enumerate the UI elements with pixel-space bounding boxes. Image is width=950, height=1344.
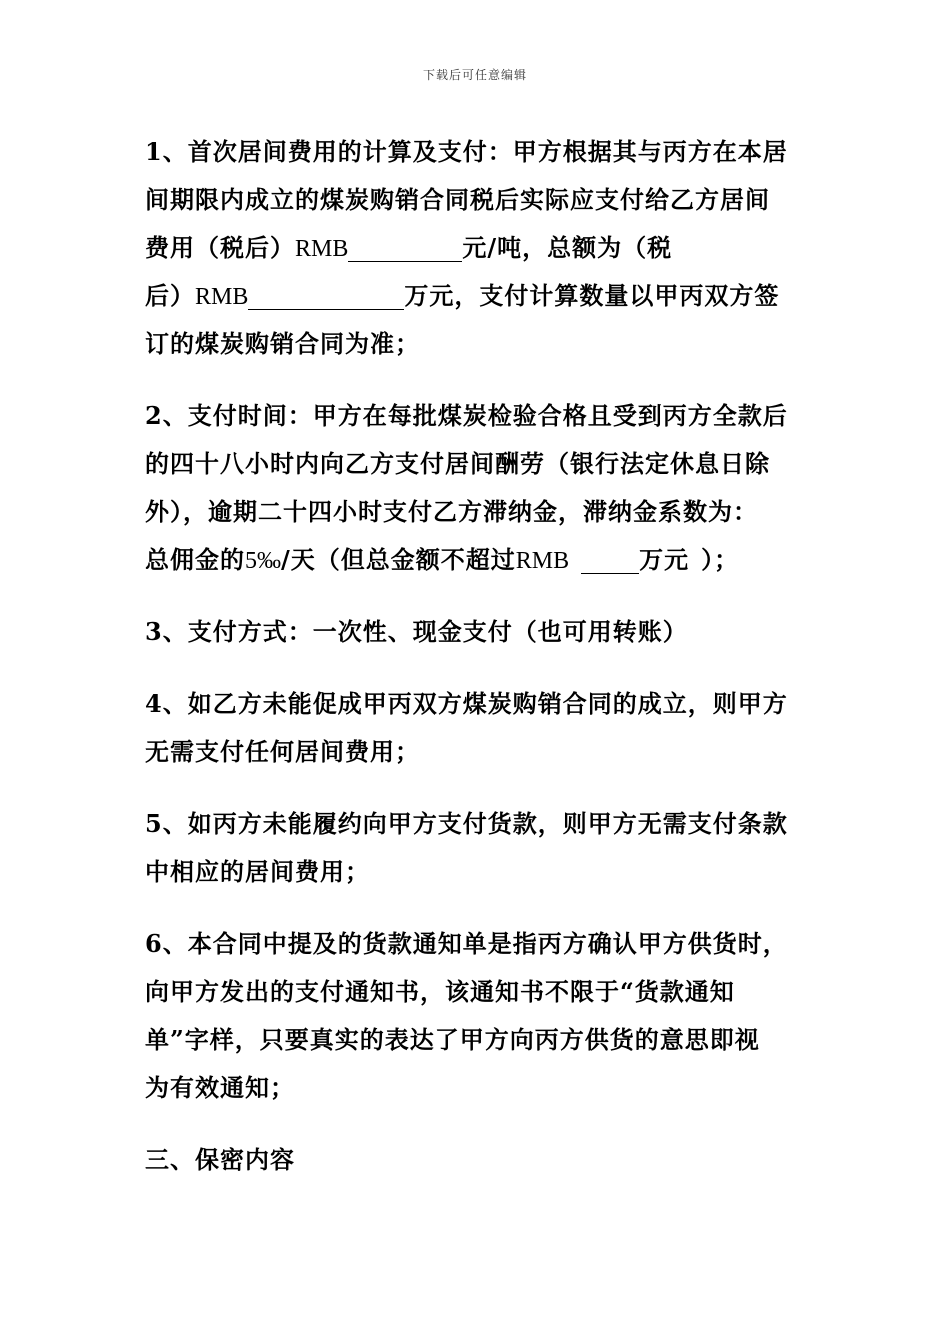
page-header-note: 下载后可任意编辑 [422,68,527,82]
clause-6-line-1: 6、本合同中提及的货款通知单是指丙方确认甲方供货时， [145,929,788,958]
cap-unit: 万元 [639,545,690,574]
clause-1-line-5: 订的煤炭购销合同为准； [145,329,420,358]
clause-2 [145,392,810,584]
clause-1-line-3-text-a: 费用（税后） [145,233,295,262]
section-3-title: 三、保密内容 [145,1145,295,1174]
paragraph-gap [145,896,810,920]
clause-4-line-2: 无需支付任何居间费用； [145,737,420,766]
clause-4 [145,680,810,776]
section-3 [145,1136,810,1184]
total-amount-blank[interactable] [248,285,404,310]
paragraph-gap [145,776,810,800]
clause-4-line-1: 4、如乙方未能促成甲丙双方煤炭购销合同的成立，则甲方 [145,689,788,718]
clause-2-line-3: 外），逾期二十四小时支付乙方滞纳金，滞纳金系数为： [145,497,758,526]
clause-3 [145,608,810,656]
rmb-label: RMB [515,548,570,574]
clause-1-line-4-text-b: 万元，支付计算数量以甲丙双方签 [404,281,780,310]
late-fee-rate: 5‰ [245,548,281,574]
clause-1 [145,128,810,368]
paragraph-gap [145,1112,810,1136]
cap-text: 但总金额不超过 [340,545,516,574]
clause-2-line-2: 的四十八小时内向乙方支付居间酬劳（银行法定休息日除 [145,449,770,478]
rmb-label: RMB [295,236,349,262]
cap-amount-blank[interactable] [581,549,639,574]
clause-5 [145,800,810,896]
clause-1-line-4 [145,272,810,320]
clause-3-line-1: 3、支付方式：一次性、现金支付（也可用转账） [145,617,688,646]
clause-5-line-1: 5、如丙方未能履约向甲方支付货款，则甲方无需支付条款 [145,809,788,838]
clause-2-line-4-text-e: ）； [701,545,740,574]
clause-1-line-2: 间期限内成立的煤炭购销合同税后实际应支付给乙方居间 [145,185,770,214]
paragraph-gap [145,656,810,680]
clause-5-line-2: 中相应的居间费用； [145,857,370,886]
paragraph-gap [145,584,810,608]
clause-1-line-3 [145,224,810,272]
clause-1-line-3-text-b: 元/吨，总额为（税 [462,233,673,262]
clause-6-line-4: 为有效通知； [145,1073,295,1102]
clause-2-line-4-text-a: 总佣金的 [145,545,245,574]
document-body [145,128,810,1184]
clause-6-line-3: 单”字样，只要真实的表达了甲方向丙方供货的意思即视 [145,1025,760,1054]
clause-1-line-4-text-a: 后） [145,281,195,310]
clause-6 [145,920,810,1112]
paragraph-gap [145,368,810,392]
clause-1-line-1: 1、首次居间费用的计算及支付：甲方根据其与丙方在本居 [145,137,788,166]
price-per-ton-blank[interactable] [348,237,462,262]
clause-2-line-4 [145,536,810,584]
rmb-label: RMB [195,284,249,310]
clause-2-line-1: 2、支付时间：甲方在每批煤炭检验合格且受到丙方全款后 [145,401,788,430]
clause-2-line-4-text-b: /天（ [281,545,341,574]
clause-6-line-2: 向甲方发出的支付通知书，该通知书不限于“货款通知 [145,977,735,1006]
